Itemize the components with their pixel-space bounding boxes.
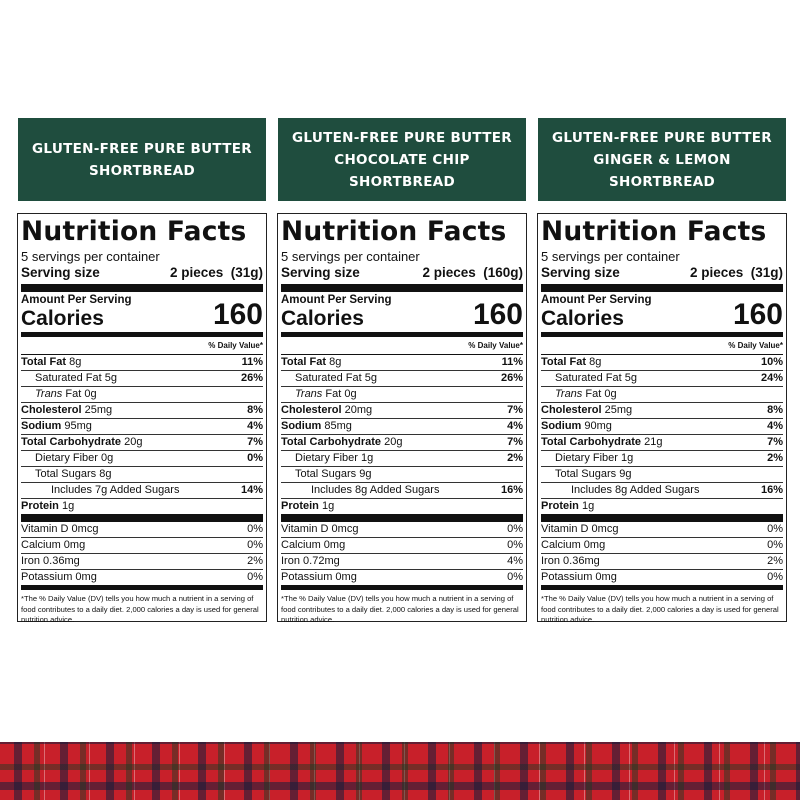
cholesterol-row: [541, 403, 783, 419]
nutrient-amount: 8g: [589, 356, 602, 368]
product-column-chocolate-chip: [277, 118, 527, 622]
nutrient-amount: 8g: [615, 484, 628, 496]
nutrient-dv: 8%: [247, 404, 263, 416]
nutrient-amount: 5g: [104, 372, 117, 384]
nutrient-amount: 25mg: [604, 404, 633, 416]
nutrient-label: Dietary Fiber: [35, 452, 98, 464]
added-sugars-row: [21, 483, 263, 499]
nutrient-amount: 95mg: [64, 420, 92, 432]
calcium-row: [541, 538, 783, 554]
nutrient-amount: 1g: [361, 452, 374, 464]
added-sugars-row: [281, 483, 523, 499]
banner-line-3: SHORTBREAD: [348, 173, 456, 190]
nutrient-dv: 2%: [507, 452, 523, 464]
protein-row: [21, 499, 263, 522]
total-fat-row: [541, 355, 783, 371]
nutrient-label: Protein: [21, 500, 59, 512]
vitamin-d-row: [281, 522, 523, 538]
nutrient-amount: 1g: [61, 500, 75, 512]
nutrient-amount: 0.36mg: [43, 555, 80, 567]
nutrient-label: Vitamin D: [541, 523, 589, 535]
nutrient-dv: 14%: [240, 484, 263, 496]
nutrient-amount: 0mcg: [71, 523, 99, 535]
calories-value: 160: [212, 298, 263, 331]
nutrient-label: Total Carbohydrate: [541, 436, 642, 448]
nutrient-label: Total Sugars: [295, 468, 357, 480]
total-sugars-row: [541, 467, 783, 483]
serving-size-row: [541, 265, 783, 292]
servings-per-container: 5 servings per container: [541, 249, 680, 264]
nutrient-dv: 7%: [767, 436, 783, 448]
nutrient-dv: 11%: [241, 356, 263, 368]
dietary-fiber-row: [541, 451, 783, 467]
nutrient-dv: 7%: [247, 436, 263, 448]
nutrient-label: Total Sugars: [555, 468, 617, 480]
nutrient-amount: 0mcg: [591, 523, 619, 535]
nutrient-amount: 20g: [124, 436, 143, 448]
nutrient-label: Vitamin D: [21, 523, 69, 535]
serving-size-value: 2 pieces (31g): [169, 265, 263, 280]
tartan-plaid-border: [0, 742, 800, 800]
saturated-fat-row: [541, 371, 783, 387]
nutrient-label: Iron: [281, 555, 300, 567]
nutrient-amount: 1g: [621, 452, 634, 464]
nutrient-amount: 0mg: [583, 539, 606, 551]
total-sugars-row: [281, 467, 523, 483]
nutrient-label: Saturated Fat: [555, 372, 622, 384]
nutrient-label: Dietary Fiber: [555, 452, 618, 464]
total-fat-row: [21, 355, 263, 371]
sodium-row: [541, 419, 783, 435]
saturated-fat-row: [281, 371, 523, 387]
serving-size-label: Serving size: [541, 265, 620, 280]
nutrient-dv: 0%: [247, 452, 263, 464]
daily-value-footnote: *The % Daily Value (DV) tells you how much a nutrient in a serving of food contributes to a daily diet. 2,000 calories a day is used for general nutrition advice.: [541, 594, 779, 624]
potassium-row: [21, 570, 263, 590]
servings-per-container: 5 servings per container: [281, 249, 420, 264]
saturated-fat-row: [21, 371, 263, 387]
protein-row: [281, 499, 523, 522]
nutrient-amount: 90mg: [584, 420, 612, 432]
nutrient-dv: 16%: [760, 484, 783, 496]
amount-per-serving: Amount Per Serving: [541, 294, 652, 306]
nutrient-dv: 0%: [507, 571, 523, 583]
banner-line-2: GINGER & LEMON: [593, 151, 731, 168]
nutrient-label: Total Carbohydrate: [281, 436, 382, 448]
sodium-row: [21, 419, 263, 435]
nutrient-amount: 8g: [355, 484, 368, 496]
nutrient-amount: 5g: [364, 372, 377, 384]
nutrient-label: Calcium: [541, 539, 581, 551]
calories-label: Calories: [541, 307, 624, 330]
nutrient-dv: 0%: [767, 539, 783, 551]
nutrition-facts-label: [277, 213, 527, 622]
serving-size-value: 2 pieces (31g): [689, 265, 783, 280]
nutrient-amount: 0.72mg: [303, 555, 340, 567]
nutrient-amount: 5g: [624, 372, 637, 384]
calories-label: Calories: [281, 307, 364, 330]
nutrient-label: Total Carbohydrate: [21, 436, 122, 448]
nutrient-label: Sodium: [541, 420, 582, 432]
nutrient-label: Saturated Fat: [35, 372, 102, 384]
nutrient-amount: 0.36mg: [563, 555, 600, 567]
servings-per-container: 5 servings per container: [21, 249, 160, 264]
added-sugars-row: [541, 483, 783, 499]
nutrient-label: Dietary Fiber: [295, 452, 358, 464]
nutrient-amount: 0mg: [63, 539, 86, 551]
nutrient-label: Potassium: [281, 571, 333, 583]
nutrient-label: Potassium: [21, 571, 73, 583]
nutrient-label: Total Fat: [281, 356, 327, 368]
includes-suffix: Added Sugars: [109, 484, 180, 496]
nutrient-amount: 1g: [581, 500, 595, 512]
nutrient-label: Potassium: [541, 571, 593, 583]
nutrient-label: Iron: [21, 555, 40, 567]
nutrient-amount: 9g: [359, 468, 372, 480]
daily-value-footnote: *The % Daily Value (DV) tells you how much a nutrient in a serving of food contributes to a daily diet. 2,000 calories a day is used for general nutrition advice.: [21, 594, 259, 624]
nutrient-amount: 8g: [99, 468, 112, 480]
nutrient-label: Calcium: [21, 539, 61, 551]
includes-suffix: Added Sugars: [369, 484, 440, 496]
nutrient-label: Cholesterol: [21, 404, 82, 416]
nutrient-dv: 2%: [767, 555, 783, 567]
amount-per-serving: Amount Per Serving: [21, 294, 132, 306]
nutrient-amount: 8g: [329, 356, 342, 368]
trans-fat-row: [21, 387, 263, 403]
nutrient-dv: 8%: [767, 404, 783, 416]
banner-line-1: GLUTEN-FREE PURE BUTTER: [552, 129, 772, 146]
nutrient-amount: 25mg: [84, 404, 113, 416]
trans-fat-rest: Fat 0g: [585, 388, 617, 400]
nutrition-facts-label: [17, 213, 267, 622]
nutrient-label: Calcium: [281, 539, 321, 551]
nutrient-dv: 0%: [767, 523, 783, 535]
nutrient-dv: 7%: [507, 404, 523, 416]
nutrient-dv: 0%: [507, 539, 523, 551]
banner-line-1: GLUTEN-FREE PURE BUTTER: [32, 140, 252, 157]
nutrient-amount: 8g: [69, 356, 82, 368]
nutrient-dv: 4%: [767, 420, 783, 432]
serving-size-label: Serving size: [281, 265, 360, 280]
trans-fat-row: [541, 387, 783, 403]
total-sugars-row: [21, 467, 263, 483]
product-column-ginger-lemon: [537, 118, 787, 622]
daily-value-footnote: *The % Daily Value (DV) tells you how much a nutrient in a serving of food contributes to a daily diet. 2,000 calories a day is used for general nutrition advice.: [281, 594, 519, 624]
iron-row: [281, 554, 523, 570]
nutrient-dv: 2%: [767, 452, 783, 464]
nutrient-dv: 4%: [507, 555, 523, 567]
trans-fat-row: [281, 387, 523, 403]
nutrition-facts-title: Nutrition Facts: [541, 216, 767, 247]
total-carb-row: [281, 435, 523, 451]
vitamin-d-row: [541, 522, 783, 538]
banner-line-2: SHORTBREAD: [88, 162, 196, 179]
nutrient-dv: 7%: [507, 436, 523, 448]
total-fat-row: [281, 355, 523, 371]
nutrient-dv: 4%: [507, 420, 523, 432]
serving-size-value: 2 pieces (160g): [422, 265, 523, 280]
dietary-fiber-row: [281, 451, 523, 467]
nutrient-dv: 0%: [247, 571, 263, 583]
nutrient-dv: 0%: [767, 571, 783, 583]
nutrient-dv: 26%: [240, 372, 263, 384]
nutrient-amount: 7g: [95, 484, 108, 496]
nutrient-amount: 0mg: [75, 571, 97, 583]
daily-value-header: % Daily Value*: [541, 340, 783, 355]
calories-label: Calories: [21, 307, 104, 330]
nutrient-dv: 24%: [760, 372, 783, 384]
nutrient-label: Protein: [541, 500, 579, 512]
nutrient-label: Total Fat: [21, 356, 67, 368]
dietary-fiber-row: [21, 451, 263, 467]
product-banner: [18, 118, 266, 201]
sodium-row: [281, 419, 523, 435]
nutrition-facts-label: [537, 213, 787, 622]
nutrient-label: Sodium: [281, 420, 322, 432]
product-banner: [538, 118, 786, 201]
nutrient-label: Total Fat: [541, 356, 587, 368]
nutrient-label: Cholesterol: [541, 404, 602, 416]
nutrient-amount: 9g: [619, 468, 632, 480]
trans-label: Trans: [295, 388, 323, 400]
nutrient-amount: 1g: [321, 500, 335, 512]
nutrient-dv: 4%: [247, 420, 263, 432]
nutrient-amount: 0mg: [595, 571, 617, 583]
nutrient-amount: 0mcg: [331, 523, 359, 535]
calcium-row: [21, 538, 263, 554]
calcium-row: [281, 538, 523, 554]
banner-line-3: SHORTBREAD: [608, 173, 716, 190]
total-carb-row: [21, 435, 263, 451]
includes-prefix: Includes: [51, 484, 92, 496]
daily-value-header: % Daily Value*: [21, 340, 263, 355]
total-carb-row: [541, 435, 783, 451]
nutrient-label: Vitamin D: [281, 523, 329, 535]
cholesterol-row: [21, 403, 263, 419]
iron-row: [21, 554, 263, 570]
nutrition-facts-title: Nutrition Facts: [21, 216, 247, 247]
nutrient-label: Protein: [281, 500, 319, 512]
nutrient-amount: 21g: [644, 436, 663, 448]
cholesterol-row: [281, 403, 523, 419]
potassium-row: [281, 570, 523, 590]
serving-size-row: [21, 265, 263, 292]
nutrient-dv: 0%: [247, 523, 263, 535]
nutrient-dv: 16%: [500, 484, 523, 496]
nutrient-amount: 0mg: [335, 571, 357, 583]
nutrient-dv: 0%: [247, 539, 263, 551]
calories-value: 160: [732, 298, 783, 331]
nutrient-amount: 20g: [384, 436, 403, 448]
amount-per-serving: Amount Per Serving: [281, 294, 392, 306]
product-column-shortbread: [17, 118, 267, 622]
trans-fat-rest: Fat 0g: [65, 388, 97, 400]
serving-size-label: Serving size: [21, 265, 100, 280]
product-banner: [278, 118, 526, 201]
nutrient-amount: 85mg: [324, 420, 352, 432]
nutrient-label: Iron: [541, 555, 560, 567]
includes-suffix: Added Sugars: [629, 484, 700, 496]
iron-row: [541, 554, 783, 570]
nutrient-dv: 0%: [507, 523, 523, 535]
nutrient-dv: 11%: [501, 356, 523, 368]
potassium-row: [541, 570, 783, 590]
serving-size-row: [281, 265, 523, 292]
daily-value-header: % Daily Value*: [281, 340, 523, 355]
nutrient-dv: 26%: [500, 372, 523, 384]
nutrient-dv: 2%: [247, 555, 263, 567]
nutrition-facts-title: Nutrition Facts: [281, 216, 507, 247]
includes-prefix: Includes: [571, 484, 612, 496]
trans-label: Trans: [555, 388, 583, 400]
nutrient-label: Saturated Fat: [295, 372, 362, 384]
trans-label: Trans: [35, 388, 63, 400]
nutrient-amount: 20mg: [344, 404, 373, 416]
nutrient-label: Total Sugars: [35, 468, 97, 480]
vitamin-d-row: [21, 522, 263, 538]
nutrient-label: Sodium: [21, 420, 62, 432]
calories-value: 160: [472, 298, 523, 331]
nutrient-amount: 0mg: [323, 539, 346, 551]
includes-prefix: Includes: [311, 484, 352, 496]
banner-line-1: GLUTEN-FREE PURE BUTTER: [292, 129, 512, 146]
banner-line-2: CHOCOLATE CHIP: [334, 151, 470, 168]
nutrient-label: Cholesterol: [281, 404, 342, 416]
nutrient-amount: 0g: [101, 452, 114, 464]
protein-row: [541, 499, 783, 522]
trans-fat-rest: Fat 0g: [325, 388, 357, 400]
nutrient-dv: 10%: [760, 356, 783, 368]
